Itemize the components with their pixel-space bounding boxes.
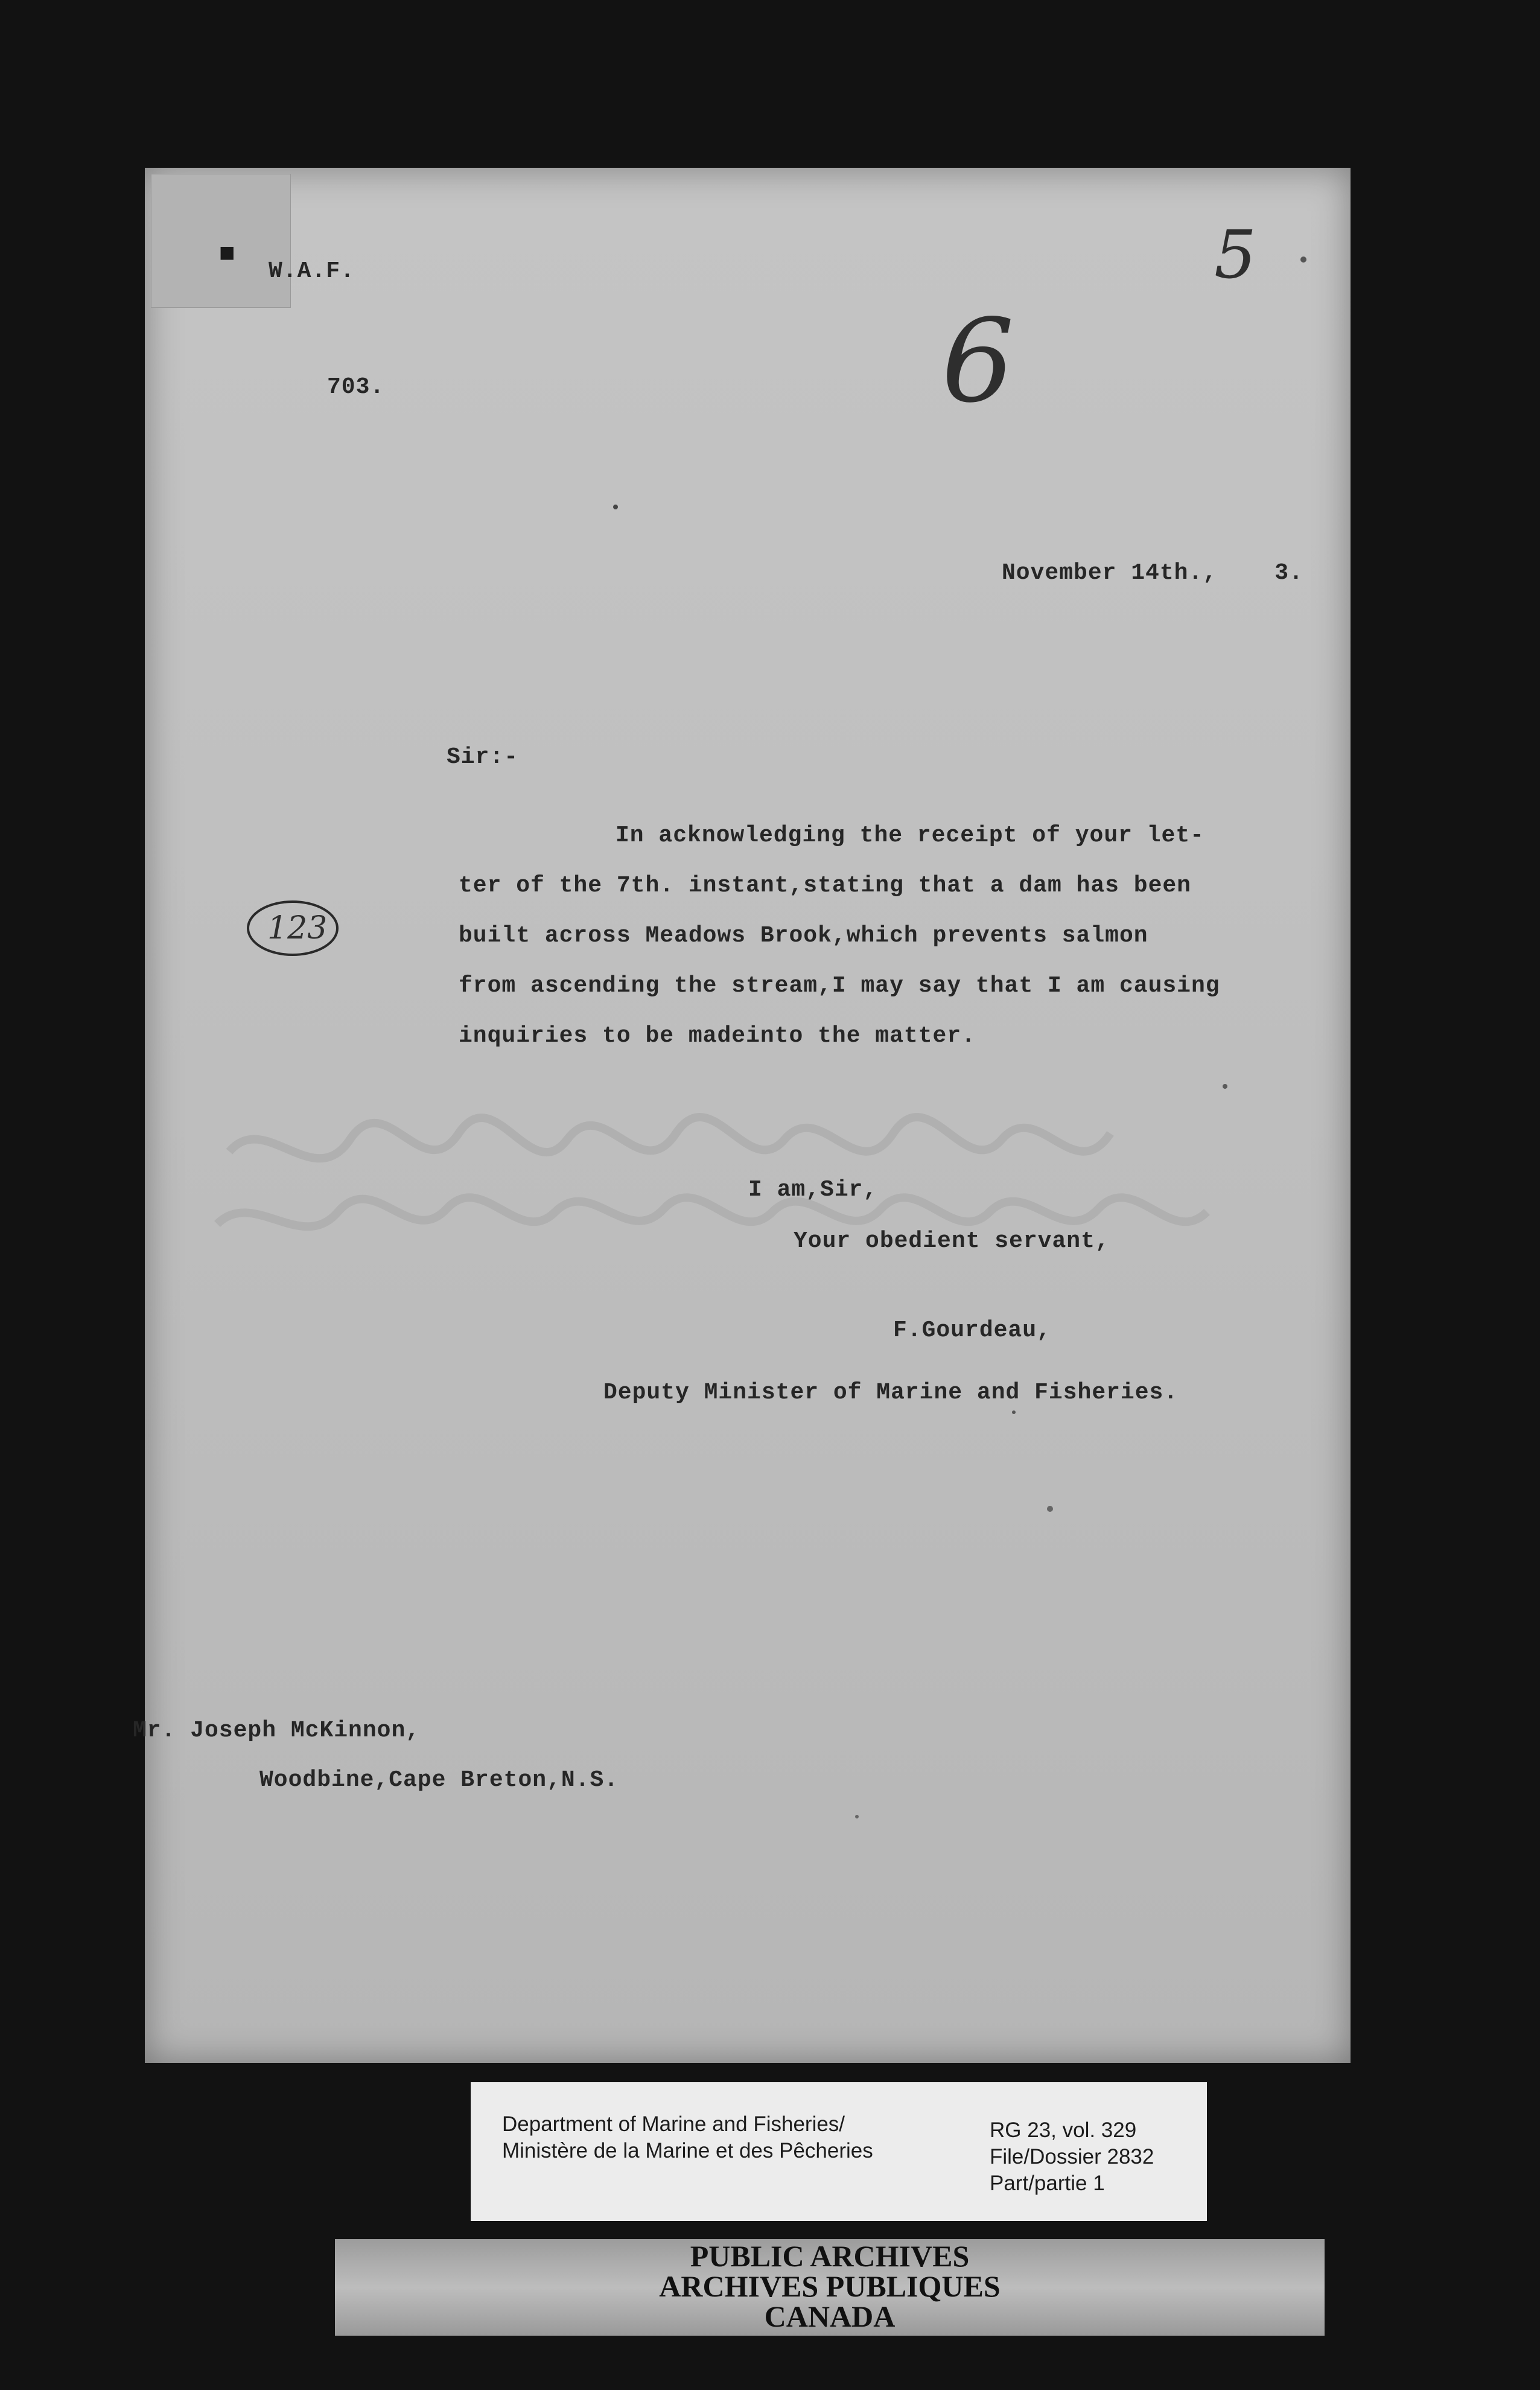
closing-line: I am,Sir,: [748, 1177, 878, 1203]
handwritten-folio-number: 6: [941, 295, 1014, 428]
archive-reference-label: [471, 2082, 1207, 2221]
archive-band-line: ARCHIVES PUBLIQUES: [659, 2269, 1001, 2303]
reference-line: Part/partie 1: [990, 2172, 1105, 2195]
department-line: Department of Marine and Fisheries/: [502, 2112, 845, 2136]
letter-date: November 14th., 3.: [1002, 560, 1303, 586]
archive-band-line: PUBLIC ARCHIVES: [690, 2239, 970, 2273]
department-line: Ministère de la Marine et des Pêcheries: [502, 2139, 873, 2162]
body-line: ter of the 7th. instant,stating that a dam has been: [459, 873, 1191, 899]
closing-line: Your obedient servant,: [794, 1228, 1110, 1254]
bullet-mark: ■: [219, 242, 235, 262]
archive-band-line: CANADA: [764, 2299, 896, 2333]
handwritten-page-number: 5: [1214, 216, 1256, 293]
body-line: from ascending the stream,I may say that I am causing: [459, 973, 1220, 999]
body-line: built across Meadows Brook,which prevents salmon: [459, 923, 1148, 949]
addressee-address: Woodbine,Cape Breton,N.S.: [259, 1767, 619, 1793]
reference-line: RG 23, vol. 329: [990, 2118, 1137, 2142]
signature-name: F.Gourdeau,: [893, 1318, 1051, 1343]
letter-initials: W.A.F.: [269, 258, 355, 284]
body-line: inquiries to be madeinto the matter.: [459, 1023, 976, 1049]
reference-line: File/Dossier 2832: [990, 2145, 1154, 2169]
reference-number: 703.: [327, 374, 385, 400]
salutation: Sir:-: [447, 744, 519, 770]
public-archives-band: [335, 2239, 1325, 2336]
circled-number: 123: [267, 910, 328, 946]
signature-title: Deputy Minister of Marine and Fisheries.: [603, 1380, 1179, 1406]
body-line: In acknowledging the receipt of your let-: [616, 823, 1204, 849]
addressee-name: Mr. Joseph McKinnon,: [133, 1718, 421, 1744]
